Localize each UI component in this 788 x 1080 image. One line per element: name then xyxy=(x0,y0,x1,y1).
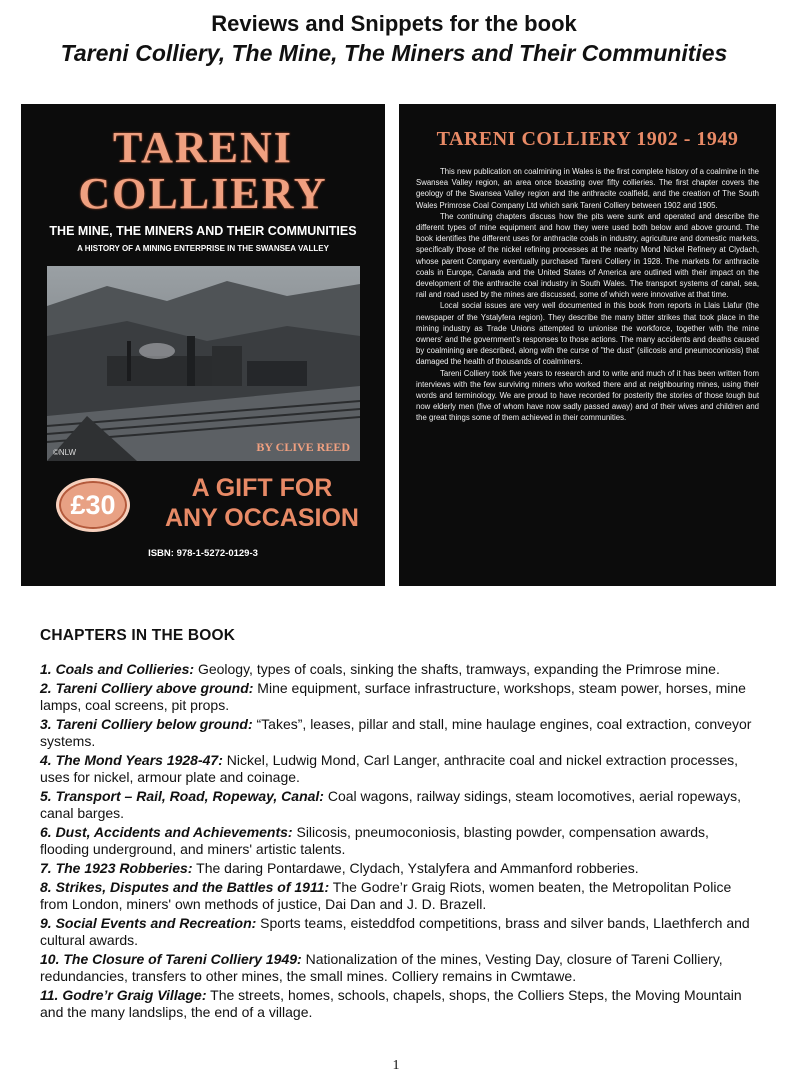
chapter-title: 6. Dust, Accidents and Achievements: xyxy=(40,824,293,840)
chapter-description: The daring Pontardawe, Clydach, Ystalyfera and Ammanford robberies. xyxy=(192,860,639,876)
back-cover-title: TARENI COLLIERY 1902 - 1949 xyxy=(436,128,739,150)
chapter-description: Sports teams, eisteddfod competitions, brass and silver bands, Llaethferch and cultural awards. xyxy=(40,915,750,948)
chapter-title: 4. The Mond Years 1928-47: xyxy=(40,752,223,768)
cover-title-line-1: TARENI xyxy=(113,123,293,172)
chapter-title: 1. Coals and Collieries: xyxy=(40,661,195,677)
book-title: Tareni Colliery, The Mine, The Miners and Their Communities xyxy=(60,40,728,66)
page-header xyxy=(0,10,788,68)
blurb-paragraph: This new publication on coalmining in Wales is the first complete history of a coalmine in the Swansea Valley region, an area once boasting over fifty collieries. The first chapter covers the geology of the Swansea Valley region and the anthracite coalfield, and the creation of The South Wales Primrose Coal Company Ltd which sank Tareni Colliery between 1902 and 1905. xyxy=(416,167,759,210)
chapter-item xyxy=(40,680,760,714)
blurb-paragraph: Local social issues are very well documented in this book from reports in Llais Llafur (the newspaper of the Ystalyfera region). They describe the many bitter strikes that took place in the mining industry as Trade Unions attempted to unionise the workforce, together with the mine owners' and the government's responses to those actions. The many accidents and deaths caused by coalmining are described, along with the curse of "the dust" (silicosis and pneumoconiosis) that damaged the health of thousands of coalminers. xyxy=(416,301,759,367)
chapter-title: 11. Godre’r Graig Village: xyxy=(40,987,207,1003)
chapter-description: The streets, homes, schools, chapels, shops, the Colliers Steps, the Moving Mountain and the many landslips, the end of a village. xyxy=(40,987,742,1020)
front-cover xyxy=(21,104,385,586)
chapter-description: Nickel, Ludwig Mond, Carl Langer, anthracite coal and nickel extraction processes, uses for nickel, armour plate and coinage. xyxy=(40,752,739,785)
colliery-photo xyxy=(47,266,360,461)
chapter-description: The Godre’r Graig Riots, women beaten, the Metropolitan Police from London, miners' own methods of justice, Dai Dan and J. D. Brazell. xyxy=(40,879,732,912)
chapter-item xyxy=(40,824,760,858)
chapter-title: 2. Tareni Colliery above ground: xyxy=(40,680,254,696)
gift-line-1: A GIFT FOR xyxy=(191,474,333,502)
chapter-description: Nationalization of the mines, Vesting Day, closure of Tareni Colliery, redundancies, transfers to other mines, the small mines. Colliery remains in Cwmtawe. xyxy=(40,951,723,984)
chapter-description: Silicosis, pneumoconiosis, blasting powder, compensation awards, flooding underground, and miners' artistic talents. xyxy=(40,824,709,857)
gift-line-2: ANY OCCASION xyxy=(164,504,359,532)
author-byline: BY CLIVE REED xyxy=(256,440,350,454)
chapter-description: Coal wagons, railway sidings, steam locomotives, aerial ropeways, canal barges. xyxy=(40,788,742,821)
blurb-paragraph: The continuing chapters discuss how the pits were sunk and operated and describe the different types of mine equipment and how they were used both below and above ground. The book identifies the different uses for anthracite coals in industry, agriculture and domestic markets, specifically those of the nickel refining processes at the nearby Mond Nickel Refinery at Clydach, whose parent Company eventually purchased Tareni Colliery in 1928. The markets for anthracite coals in Europe, Canada and the United States of America are outlined with their impact on the development of the anthracite coal industry in South Wales. The transport systems of canal, sea, rail and road used by the mines are discussed, some of which were innovative at that time. xyxy=(416,211,759,300)
chapter-item xyxy=(40,661,760,678)
chapter-title: 9. Social Events and Recreation: xyxy=(40,915,257,931)
blurb-paragraph: Tareni Colliery took five years to research and to write and much of it has been written from interviews with the few surviving miners who worked there and at neighbouring mines, using their words and terminology. We are proud to have recorded for posterity the stories of those tough but now elderly men (five of whom have now sadly passed away) and of their wives and children and the great things some of them achieved in their communities. xyxy=(416,368,759,423)
cover-title-line-2: COLLIERY xyxy=(78,169,328,218)
chapters-heading: CHAPTERS IN THE BOOK xyxy=(40,627,236,644)
chapter-item xyxy=(40,951,760,985)
cover-subtitle-2: A HISTORY OF A MINING ENTERPRISE IN THE SWANSEA VALLEY xyxy=(77,244,329,253)
cover-subtitle: THE MINE, THE MINERS AND THEIR COMMUNITIES xyxy=(49,224,357,238)
chapter-title: 10. The Closure of Tareni Colliery 1949: xyxy=(40,951,302,967)
chapter-title: 5. Transport – Rail, Road, Ropeway, Canal: xyxy=(40,788,324,804)
chapter-description: Mine equipment, surface infrastructure, workshops, steam power, horses, mine lamps, coal screens, pit props. xyxy=(40,680,746,713)
back-cover-blurb xyxy=(416,166,759,424)
chapter-item xyxy=(40,879,760,913)
header-line-1: Reviews and Snippets for the book xyxy=(211,11,577,36)
chapter-list xyxy=(40,661,760,1023)
chapter-title: 8. Strikes, Disputes and the Battles of 1911: xyxy=(40,879,330,895)
chapter-item xyxy=(40,752,760,786)
chapter-item xyxy=(40,987,760,1021)
chapter-item xyxy=(40,915,760,949)
chapter-item xyxy=(40,860,760,877)
chapter-description: Geology, types of coals, sinking the shafts, tramways, expanding the Primrose mine. xyxy=(194,661,720,677)
chapter-description: “Takes”, leases, pillar and stall, mine haulage engines, coal extraction, conveyor systems. xyxy=(40,716,752,749)
isbn: ISBN: 978-1-5272-0129-3 xyxy=(148,548,258,559)
page-number: 1 xyxy=(392,1058,400,1073)
chapter-title: 3. Tareni Colliery below ground: xyxy=(40,716,253,732)
chapter-item xyxy=(40,788,760,822)
price-badge: £30 xyxy=(56,478,130,532)
photo-credit: ©NLW xyxy=(53,448,77,457)
chapter-item xyxy=(40,716,760,750)
chapter-title: 7. The 1923 Robberies: xyxy=(40,860,193,876)
back-cover xyxy=(399,104,776,586)
